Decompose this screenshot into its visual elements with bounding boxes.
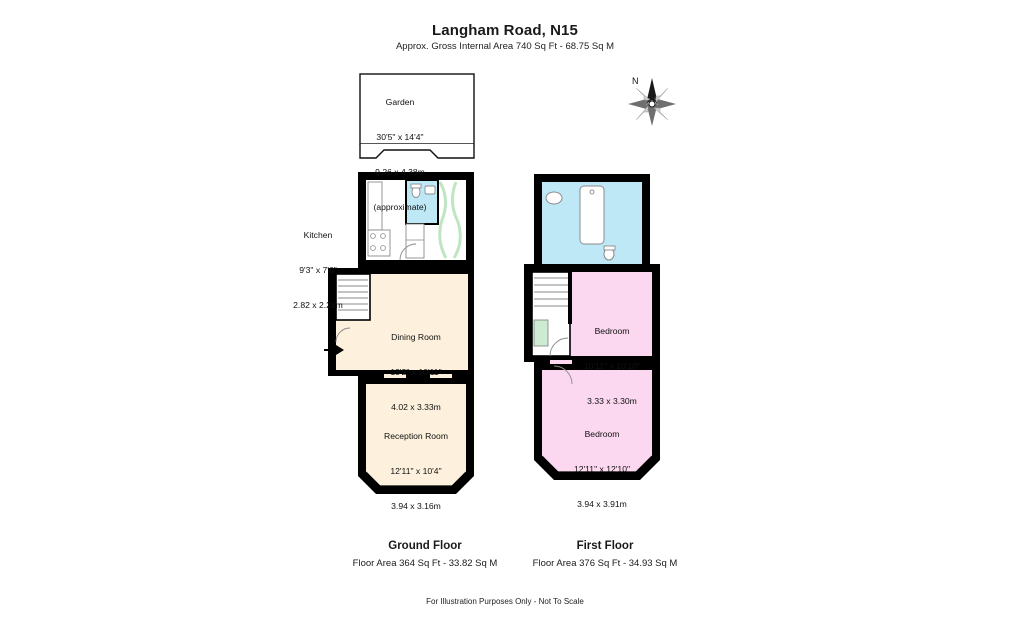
garden-dim-metric: 9.26 x 4.38m xyxy=(375,166,425,177)
bedroom-1-dim-imperial: 10'11" x 10'10" xyxy=(583,360,641,371)
room-label-kitchen xyxy=(268,207,368,335)
bathroom-block xyxy=(534,174,650,272)
first-floor-title: First Floor xyxy=(576,540,634,552)
kitchen-dim-metric: 2.82 x 2.28m xyxy=(293,299,343,310)
room-label-reception-room xyxy=(352,408,480,536)
room-label-bedroom-2 xyxy=(542,406,662,534)
page-subtitle: Approx. Gross Internal Area 740 Sq Ft - 68.75 Sq M xyxy=(395,41,615,52)
reception-room-dim-metric: 3.94 x 3.16m xyxy=(391,500,441,511)
bedroom-2-dim-imperial: 12'11" x 12'10" xyxy=(573,463,631,474)
garden-dim-imperial: 30'5" x 14'4" xyxy=(376,131,424,142)
kitchen-dim-imperial: 9'3" x 7'6" xyxy=(299,264,337,275)
garden-note: (approximate) xyxy=(373,201,427,212)
dining-room-dim-imperial: 13'2" x 10'11" xyxy=(390,366,442,377)
kitchen-name: Kitchen xyxy=(303,230,333,241)
ground-floor-area: Floor Area 364 Sq Ft - 33.82 Sq M xyxy=(352,558,498,569)
bedroom-2-name: Bedroom xyxy=(584,429,620,440)
dining-room-dim-metric: 4.02 x 3.33m xyxy=(391,401,441,412)
reception-room-name: Reception Room xyxy=(383,431,448,442)
compass-rose xyxy=(618,70,688,135)
disclaimer-text: For Illustration Purposes Only - Not To Scale xyxy=(426,597,584,606)
first-floor-area: Floor Area 376 Sq Ft - 34.93 Sq M xyxy=(532,558,678,569)
first-floor-caption xyxy=(480,540,730,569)
bedroom-2-dim-metric: 3.94 x 3.91m xyxy=(577,498,627,509)
reception-room-dim-imperial: 12'11" x 10'4" xyxy=(390,465,442,476)
bedroom-1-dim-metric: 3.33 x 3.30m xyxy=(587,395,637,406)
garden-name: Garden xyxy=(385,97,415,108)
dining-room-name: Dining Room xyxy=(391,332,441,343)
ground-floor-title: Ground Floor xyxy=(388,540,462,552)
compass-north-label: N xyxy=(632,76,639,86)
page-title: Langham Road, N15 xyxy=(432,22,578,39)
bedroom-1-name: Bedroom xyxy=(594,326,630,337)
